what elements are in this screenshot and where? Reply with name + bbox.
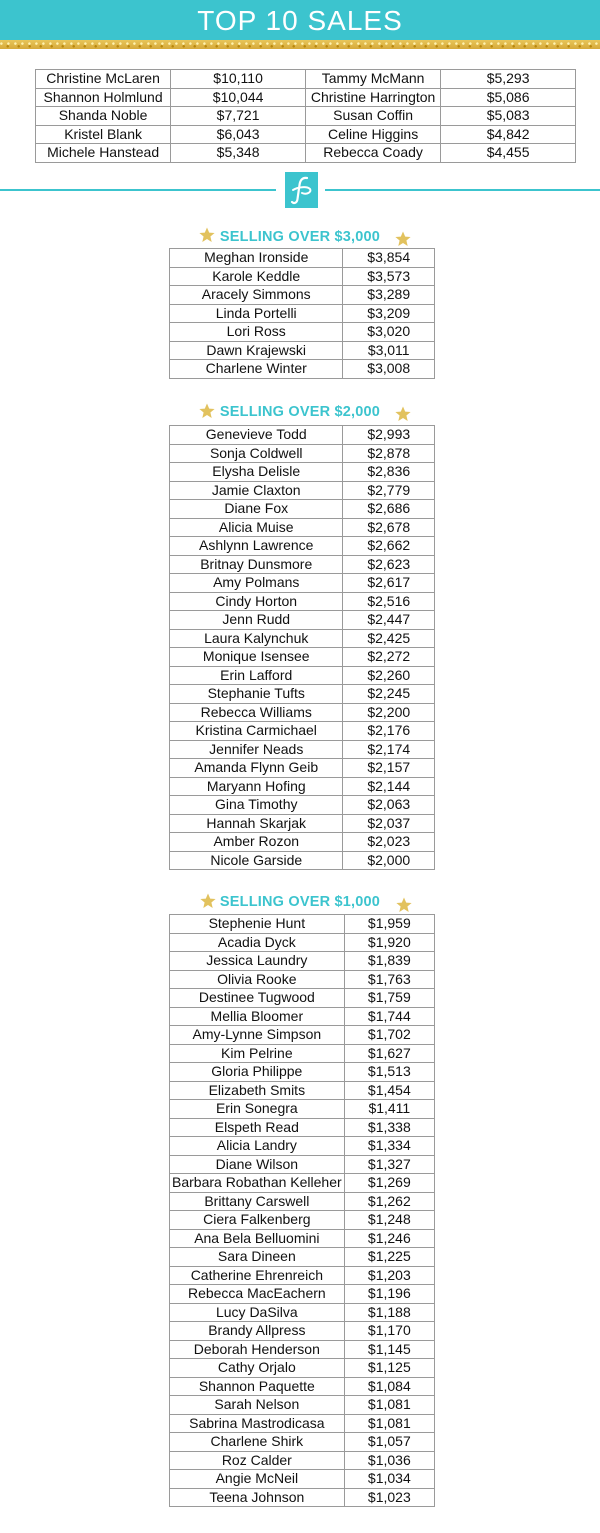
table-row [170,666,435,685]
sales-amount-cell: $1,959 [344,915,434,934]
seller-name-cell: Sarah Nelson [170,1396,345,1415]
sales-amount-cell: $1,262 [344,1192,434,1211]
sales-amount-cell: $4,842 [441,125,576,144]
sales-amount-cell: $2,779 [343,481,435,500]
seller-name-cell: Rebecca Williams [170,703,343,722]
table-row [170,933,435,952]
top10-table [35,69,576,163]
sales-amount-cell: $2,662 [343,537,435,556]
divider-right [325,189,600,191]
seller-name-cell: Cindy Horton [170,592,343,611]
sales-amount-cell: $2,260 [343,666,435,685]
seller-name-cell: Ciera Falkenberg [170,1211,345,1230]
seller-name-cell: Alicia Muise [170,518,343,537]
sales-amount-cell: $1,084 [344,1377,434,1396]
seller-name-cell: Sara Dineen [170,1248,345,1267]
table-row [170,1081,435,1100]
sales-amount-cell: $1,145 [344,1340,434,1359]
seller-name-cell: Dawn Krajewski [170,341,343,360]
table-row [170,1007,435,1026]
table-row [170,611,435,630]
table-row [170,1192,435,1211]
table-row [170,574,435,593]
sales-amount-cell: $2,272 [343,648,435,667]
table-row [170,1396,435,1415]
seller-name-cell: Jennifer Neads [170,740,343,759]
seller-name-cell: Maryann Hofing [170,777,343,796]
seller-name-cell: Christine McLaren [36,70,171,89]
brand-logo-icon [285,172,318,208]
seller-name-cell: Catherine Ehrenreich [170,1266,345,1285]
table-row [170,703,435,722]
sales-amount-cell: $10,110 [171,70,306,89]
table-row [170,1470,435,1489]
sales-amount-cell: $2,245 [343,685,435,704]
sales-amount-cell: $2,993 [343,426,435,445]
seller-name-cell: Olivia Rooke [170,970,345,989]
seller-name-cell: Sabrina Mastrodicasa [170,1414,345,1433]
seller-name-cell: Erin Sonegra [170,1100,345,1119]
seller-name-cell: Susan Coffin [306,107,441,126]
sales-amount-cell: $1,034 [344,1470,434,1489]
table-row [170,1063,435,1082]
seller-name-cell: Ashlynn Lawrence [170,537,343,556]
section-table-1000 [169,914,435,1507]
seller-name-cell: Tammy McMann [306,70,441,89]
table-row [170,341,435,360]
sales-amount-cell: $2,678 [343,518,435,537]
table-row [170,1359,435,1378]
section-title-3000: SELLING OVER $3,000 [219,229,381,245]
sales-amount-cell: $2,176 [343,722,435,741]
table-row [170,444,435,463]
seller-name-cell: Rebecca MacEachern [170,1285,345,1304]
seller-name-cell: Ana Bela Belluomini [170,1229,345,1248]
table-row [170,952,435,971]
seller-name-cell: Linda Portelli [170,304,343,323]
table-row [170,648,435,667]
table-row [170,851,435,870]
sales-amount-cell: $2,144 [343,777,435,796]
sales-amount-cell: $1,744 [344,1007,434,1026]
seller-name-cell: Elizabeth Smits [170,1081,345,1100]
sales-amount-cell: $2,037 [343,814,435,833]
seller-name-cell: Diane Fox [170,500,343,519]
page-title: TOP 10 SALES [197,5,403,36]
table-row [170,360,435,379]
table-row [170,629,435,648]
table-row [170,1026,435,1045]
table-row [170,1285,435,1304]
sales-amount-cell: $10,044 [171,88,306,107]
seller-name-cell: Deborah Henderson [170,1340,345,1359]
table-row [170,537,435,556]
seller-name-cell: Angie McNeil [170,1470,345,1489]
seller-name-cell: Shannon Holmlund [36,88,171,107]
seller-name-cell: Aracely Simmons [170,286,343,305]
seller-name-cell: Stephanie Tufts [170,685,343,704]
sales-amount-cell: $1,334 [344,1137,434,1156]
seller-name-cell: Elspeth Read [170,1118,345,1137]
sales-amount-cell: $3,573 [343,267,435,286]
table-row [170,1266,435,1285]
table-row [170,426,435,445]
sales-amount-cell: $3,289 [343,286,435,305]
table-row [170,323,435,342]
table-row [170,833,435,852]
seller-name-cell: Barbara Robathan Kelleher [170,1174,345,1193]
sales-amount-cell: $2,447 [343,611,435,630]
seller-name-cell: Diane Wilson [170,1155,345,1174]
seller-name-cell: Teena Johnson [170,1488,345,1507]
sales-amount-cell: $1,023 [344,1488,434,1507]
seller-name-cell: Rebecca Coady [306,144,441,163]
table-row [36,70,576,89]
table-row [170,1174,435,1193]
table-row [170,1211,435,1230]
table-row [170,1044,435,1063]
sales-amount-cell: $3,854 [343,249,435,268]
seller-name-cell: Charlene Winter [170,360,343,379]
table-row [170,1488,435,1507]
table-row [170,722,435,741]
seller-name-cell: Amanda Flynn Geib [170,759,343,778]
sales-amount-cell: $2,836 [343,463,435,482]
table-row [170,500,435,519]
sales-amount-cell: $2,023 [343,833,435,852]
sales-amount-cell: $1,196 [344,1285,434,1304]
section-table-3000 [169,248,435,379]
seller-name-cell: Brandy Allpress [170,1322,345,1341]
table-row [170,685,435,704]
table-row [170,1118,435,1137]
seller-name-cell: Destinee Tugwood [170,989,345,1008]
sales-amount-cell: $1,246 [344,1229,434,1248]
seller-name-cell: Sonja Coldwell [170,444,343,463]
seller-name-cell: Kim Pelrine [170,1044,345,1063]
sales-amount-cell: $1,454 [344,1081,434,1100]
seller-name-cell: Britnay Dunsmore [170,555,343,574]
table-row [170,481,435,500]
table-row [170,286,435,305]
sales-amount-cell: $1,411 [344,1100,434,1119]
sales-amount-cell: $1,248 [344,1211,434,1230]
sales-amount-cell: $1,920 [344,933,434,952]
table-row [170,463,435,482]
section-title-1000: SELLING OVER $1,000 [219,894,381,910]
table-row [36,125,576,144]
sales-amount-cell: $1,763 [344,970,434,989]
sales-amount-cell: $3,020 [343,323,435,342]
sales-amount-cell: $1,513 [344,1063,434,1082]
sales-amount-cell: $2,878 [343,444,435,463]
seller-name-cell: Erin Lafford [170,666,343,685]
table-row [36,144,576,163]
section-title-2000: SELLING OVER $2,000 [219,404,381,420]
sales-amount-cell: $1,057 [344,1433,434,1452]
seller-name-cell: Jamie Claxton [170,481,343,500]
sales-amount-cell: $1,081 [344,1396,434,1415]
table-row [170,759,435,778]
sales-amount-cell: $1,188 [344,1303,434,1322]
sales-amount-cell: $2,425 [343,629,435,648]
sales-amount-cell: $2,686 [343,500,435,519]
section-table-2000 [169,425,435,870]
seller-name-cell: Gina Timothy [170,796,343,815]
sales-amount-cell: $3,011 [343,341,435,360]
seller-name-cell: Celine Higgins [306,125,441,144]
table-row [170,814,435,833]
seller-name-cell: Shanda Noble [36,107,171,126]
sales-amount-cell: $5,293 [441,70,576,89]
table-row [170,1100,435,1119]
seller-name-cell: Charlene Shirk [170,1433,345,1452]
sales-amount-cell: $1,327 [344,1155,434,1174]
seller-name-cell: Mellia Bloomer [170,1007,345,1026]
sales-amount-cell: $1,036 [344,1451,434,1470]
header-banner [0,0,600,40]
table-row [170,740,435,759]
table-row [170,555,435,574]
seller-name-cell: Roz Calder [170,1451,345,1470]
seller-name-cell: Alicia Landry [170,1137,345,1156]
seller-name-cell: Cathy Orjalo [170,1359,345,1378]
sales-amount-cell: $2,157 [343,759,435,778]
sales-amount-cell: $2,623 [343,555,435,574]
seller-name-cell: Nicole Garside [170,851,343,870]
table-row [36,88,576,107]
seller-name-cell: Jenn Rudd [170,611,343,630]
sales-amount-cell: $1,225 [344,1248,434,1267]
sales-amount-cell: $2,174 [343,740,435,759]
sales-amount-cell: $2,200 [343,703,435,722]
seller-name-cell: Gloria Philippe [170,1063,345,1082]
seller-name-cell: Genevieve Todd [170,426,343,445]
sales-amount-cell: $2,516 [343,592,435,611]
sales-amount-cell: $1,759 [344,989,434,1008]
sales-amount-cell: $3,209 [343,304,435,323]
table-row [170,1414,435,1433]
table-row [170,304,435,323]
seller-name-cell: Laura Kalynchuk [170,629,343,648]
table-row [170,267,435,286]
glitter-strip [0,40,600,49]
seller-name-cell: Stephenie Hunt [170,915,345,934]
sales-amount-cell: $3,008 [343,360,435,379]
seller-name-cell: Jessica Laundry [170,952,345,971]
sales-amount-cell: $1,203 [344,1266,434,1285]
seller-name-cell: Amy Polmans [170,574,343,593]
seller-name-cell: Christine Harrington [306,88,441,107]
seller-name-cell: Karole Keddle [170,267,343,286]
sales-amount-cell: $5,086 [441,88,576,107]
sales-amount-cell: $1,269 [344,1174,434,1193]
table-row [170,1229,435,1248]
sales-amount-cell: $5,083 [441,107,576,126]
sales-amount-cell: $1,702 [344,1026,434,1045]
sales-amount-cell: $1,627 [344,1044,434,1063]
seller-name-cell: Brittany Carswell [170,1192,345,1211]
table-row [170,777,435,796]
sales-amount-cell: $2,000 [343,851,435,870]
sales-amount-cell: $1,125 [344,1359,434,1378]
seller-name-cell: Monique Isensee [170,648,343,667]
table-row [170,915,435,934]
sales-amount-cell: $1,081 [344,1414,434,1433]
sales-amount-cell: $7,721 [171,107,306,126]
sales-amount-cell: $6,043 [171,125,306,144]
seller-name-cell: Meghan Ironside [170,249,343,268]
sales-amount-cell: $1,338 [344,1118,434,1137]
table-row [170,1248,435,1267]
table-row [170,1377,435,1396]
seller-name-cell: Amber Rozon [170,833,343,852]
table-row [170,1137,435,1156]
table-row [36,107,576,126]
seller-name-cell: Michele Hanstead [36,144,171,163]
seller-name-cell: Lucy DaSilva [170,1303,345,1322]
sales-amount-cell: $5,348 [171,144,306,163]
table-row [170,1155,435,1174]
seller-name-cell: Acadia Dyck [170,933,345,952]
sales-amount-cell: $4,455 [441,144,576,163]
sales-amount-cell: $1,839 [344,952,434,971]
divider-left [0,189,276,191]
seller-name-cell: Lori Ross [170,323,343,342]
sales-amount-cell: $1,170 [344,1322,434,1341]
seller-name-cell: Amy-Lynne Simpson [170,1026,345,1045]
seller-name-cell: Kristina Carmichael [170,722,343,741]
seller-name-cell: Shannon Paquette [170,1377,345,1396]
table-row [170,1340,435,1359]
table-row [170,989,435,1008]
table-row [170,1433,435,1452]
seller-name-cell: Elysha Delisle [170,463,343,482]
table-row [170,518,435,537]
table-row [170,796,435,815]
table-row [170,1451,435,1470]
sales-amount-cell: $2,617 [343,574,435,593]
seller-name-cell: Kristel Blank [36,125,171,144]
table-row [170,249,435,268]
table-row [170,970,435,989]
seller-name-cell: Hannah Skarjak [170,814,343,833]
sales-amount-cell: $2,063 [343,796,435,815]
table-row [170,1322,435,1341]
table-row [170,592,435,611]
table-row [170,1303,435,1322]
